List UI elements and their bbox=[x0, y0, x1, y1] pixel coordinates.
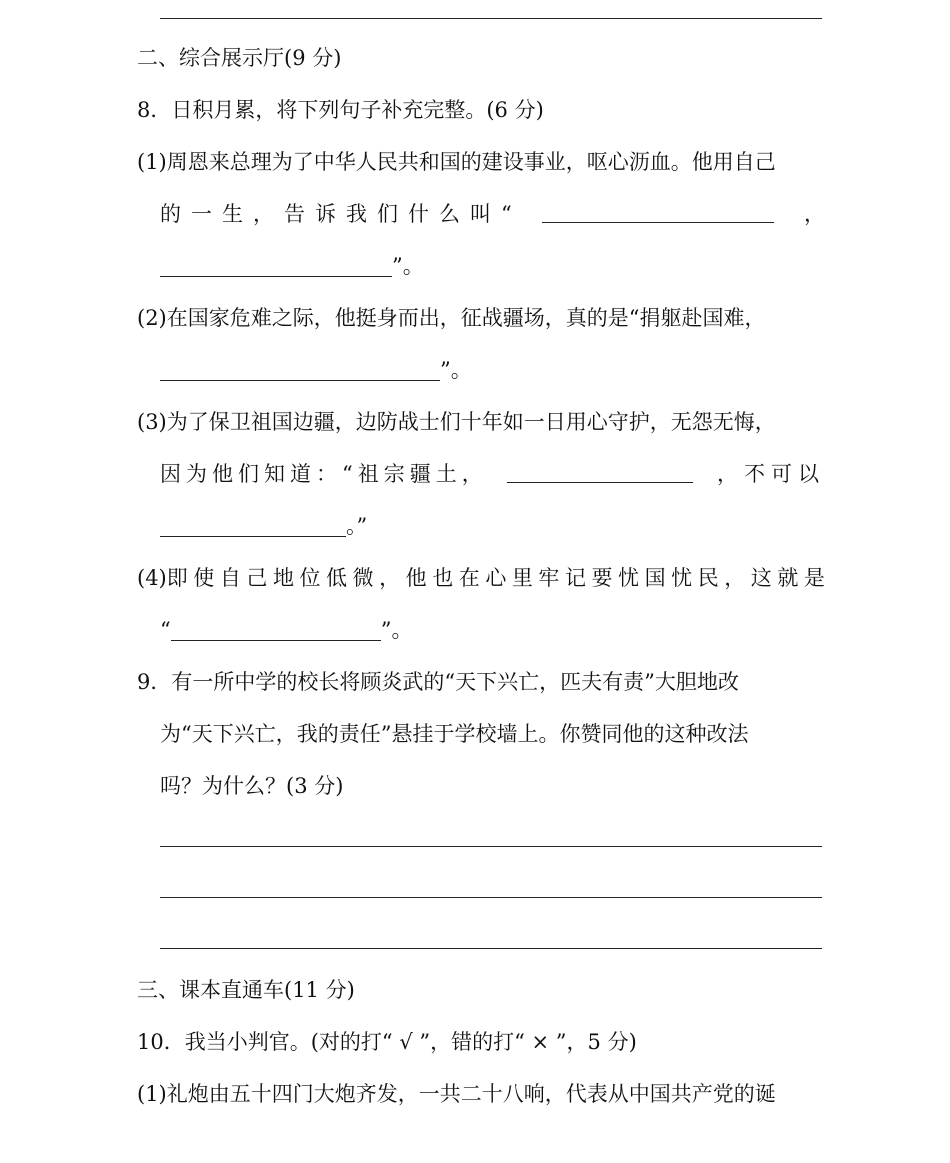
word-token: 牢 bbox=[538, 566, 560, 590]
word-token: ， bbox=[253, 202, 274, 226]
q8-item-1-line-2-row bbox=[160, 200, 825, 228]
q8-item-3-line-2-row bbox=[160, 460, 825, 488]
q8-item-1-line-2 bbox=[160, 200, 825, 228]
word-token: 们 bbox=[238, 462, 259, 486]
word-token: 他 bbox=[212, 462, 233, 486]
word-token: 是 bbox=[803, 566, 825, 590]
q8-item-1-tokens bbox=[160, 200, 512, 228]
word-token: 国 bbox=[644, 566, 666, 590]
word-token: ， bbox=[461, 462, 483, 486]
q10-item-1-line-1: (1)礼炮由五十四门大炮齐发，一共二十八响，代表从中国共产党的诞 bbox=[137, 1082, 776, 1106]
question-9-line-1: 9．有一所中学的校长将顾炎武的“天下兴亡，匹夫有责”大胆地改 bbox=[137, 670, 739, 694]
word-token: 祖 bbox=[357, 462, 379, 486]
question-9-line-3: 吗？为什么？(3 分) bbox=[160, 774, 344, 798]
word-token: “ bbox=[501, 202, 512, 226]
word-token: 低 bbox=[326, 566, 348, 590]
word-token: 诉 bbox=[315, 202, 336, 226]
word-token: (4)即 bbox=[137, 566, 188, 590]
q8-item-1-line-1: (1)周恩来总理为了中华人民共和国的建设事业，呕心沥血。他用自己 bbox=[137, 150, 776, 174]
answer-line[interactable] bbox=[160, 948, 822, 949]
word-token: ， bbox=[724, 566, 746, 590]
word-token: 告 bbox=[284, 202, 305, 226]
word-token: 疆 bbox=[409, 462, 431, 486]
punctuation: ， bbox=[804, 202, 825, 226]
word-token: ， bbox=[379, 566, 401, 590]
q8-item-3-line-1: (3)为了保卫祖国边疆，边防战士们十年如一日用心守护，无怨无悔， bbox=[137, 410, 776, 434]
q8-item-3-line-2 bbox=[160, 460, 825, 488]
word-token: 他 bbox=[405, 566, 427, 590]
word-token: 自 bbox=[219, 566, 241, 590]
question-9-line-2: 为“天下兴亡，我的责任”悬挂于学校墙上。你赞同他的这种改法 bbox=[160, 722, 749, 746]
word-token: 叫 bbox=[470, 202, 491, 226]
fill-blank[interactable] bbox=[507, 460, 693, 483]
word-token: 么 bbox=[439, 202, 460, 226]
word-token: 一 bbox=[191, 202, 212, 226]
word-token: 忧 bbox=[618, 566, 640, 590]
word-token: 知 bbox=[264, 462, 285, 486]
q8-item-3-tokens bbox=[160, 460, 483, 488]
q8-item-3-line-3 bbox=[160, 512, 367, 540]
punctuation: 。” bbox=[346, 514, 368, 538]
word-token: 忧 bbox=[671, 566, 693, 590]
word-token: 使 bbox=[193, 566, 215, 590]
word-token: 土 bbox=[435, 462, 457, 486]
word-token: 道 bbox=[290, 462, 311, 486]
word-token: 们 bbox=[377, 202, 398, 226]
fill-blank[interactable] bbox=[160, 514, 346, 537]
question-8-stem: 8．日积月累，将下列句子补充完整。(6 分) bbox=[137, 98, 544, 122]
answer-line[interactable] bbox=[160, 846, 822, 847]
word-token: 什 bbox=[408, 202, 429, 226]
word-token: “ bbox=[342, 462, 353, 486]
word-token: 为 bbox=[186, 462, 207, 486]
answer-line bbox=[160, 18, 822, 19]
word-token: 地 bbox=[272, 566, 294, 590]
fill-blank[interactable] bbox=[160, 358, 440, 381]
q8-item-1-line-3 bbox=[160, 252, 424, 280]
fill-blank[interactable] bbox=[542, 200, 774, 223]
word-token: 也 bbox=[432, 566, 454, 590]
word-token: 因 bbox=[160, 462, 181, 486]
punctuation: ”。 bbox=[440, 358, 472, 382]
q8-item-4-line-2 bbox=[160, 616, 413, 644]
word-token: 就 bbox=[777, 566, 799, 590]
punctuation: ”。 bbox=[380, 618, 413, 642]
word-token: 宗 bbox=[383, 462, 405, 486]
q8-item-4-line-1 bbox=[137, 564, 825, 592]
question-10-stem: 10．我当小判官。(对的打“ √ ”，错的打“ × ”，5 分) bbox=[137, 1030, 637, 1054]
word-token: 己 bbox=[246, 566, 268, 590]
line-ending-text: ，不可以 bbox=[717, 462, 825, 486]
word-token: 的 bbox=[160, 202, 181, 226]
fill-blank[interactable] bbox=[160, 254, 392, 277]
word-token: ： bbox=[316, 462, 337, 486]
word-token: 在 bbox=[458, 566, 480, 590]
fill-blank[interactable] bbox=[171, 618, 381, 641]
word-token: 里 bbox=[511, 566, 533, 590]
q8-item-2-line-1: (2)在国家危难之际，他挺身而出，征战疆场，真的是“捐躯赴国难， bbox=[137, 306, 766, 330]
word-token: 微 bbox=[352, 566, 374, 590]
section-3-title: 三、课本直通车(11 分) bbox=[137, 978, 355, 1002]
word-token: 位 bbox=[299, 566, 321, 590]
word-token: 生 bbox=[222, 202, 243, 226]
section-2-title: 二、综合展示厅(9 分) bbox=[137, 46, 342, 70]
word-token: 民 bbox=[697, 566, 719, 590]
q8-item-2-line-2 bbox=[160, 356, 472, 384]
answer-line[interactable] bbox=[160, 897, 822, 898]
word-token: 记 bbox=[564, 566, 586, 590]
word-token: 心 bbox=[485, 566, 507, 590]
word-token: 我 bbox=[346, 202, 367, 226]
word-token: 要 bbox=[591, 566, 613, 590]
punctuation: “ bbox=[160, 618, 171, 642]
q8-item-4-line-1-row bbox=[137, 564, 825, 592]
punctuation: ”。 bbox=[392, 254, 424, 278]
word-token: 这 bbox=[750, 566, 772, 590]
